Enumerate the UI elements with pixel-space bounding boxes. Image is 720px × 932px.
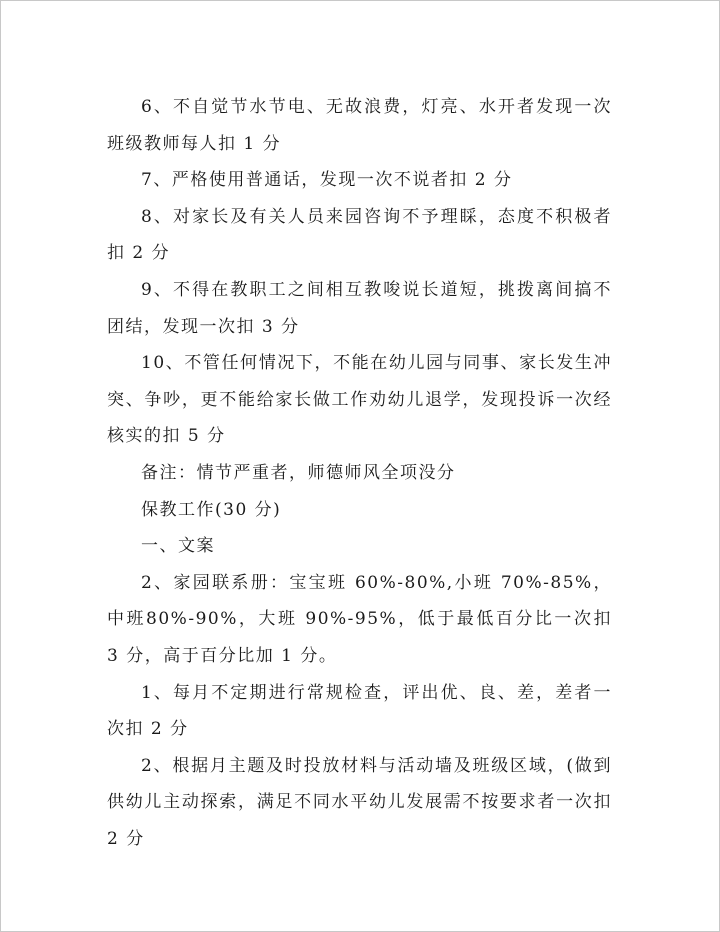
paragraph-rule-7: 7、严格使用普通话，发现一次不说者扣 2 分	[141, 170, 513, 191]
document-body	[107, 89, 612, 857]
paragraph-rule-6: 6、不自觉节水节电、无故浪费，灯亮、水开者发现一次班级教师每人扣 1 分	[107, 97, 612, 154]
paragraph-rule-9: 9、不得在教职工之间相互教唆说长道短，挑拨离间搞不团结，发现一次扣 3 分	[107, 279, 612, 337]
paragraph-rule-10: 10、不管任何情况下，不能在幼儿园与同事、家长发生冲突、争吵，更不能给家长做工作劝幼儿退学，发现投诉一次经核实的扣 5 分	[107, 353, 612, 447]
subsection-heading-documents: 一、文案	[141, 536, 215, 557]
section-heading-care-education: 保教工作(30 分)	[141, 499, 282, 520]
paragraph-monthly-theme: 2、根据月主题及时投放材料与活动墙及班级区域，(做到供幼儿主动探索，满足不同水平幼儿发展需不按要求者一次扣 2 分	[107, 755, 612, 849]
paragraph-routine-check: 1、每月不定期进行常规检查，评出优、良、差，差者一次扣 2 分	[107, 682, 612, 740]
paragraph-rule-8: 8、对家长及有关人员来园咨询不予理睬，态度不积极者扣 2 分	[107, 206, 612, 264]
paragraph-home-school-book: 2、家园联系册：宝宝班 60%-80%,小班 70%-85%，中班80%-90%，大班 90%-95%，低于最低百分比一次扣 3 分，高于百分比加 1 分。	[107, 572, 612, 666]
paragraph-remark: 备注：情节严重者，师德师风全项没分	[141, 462, 456, 483]
